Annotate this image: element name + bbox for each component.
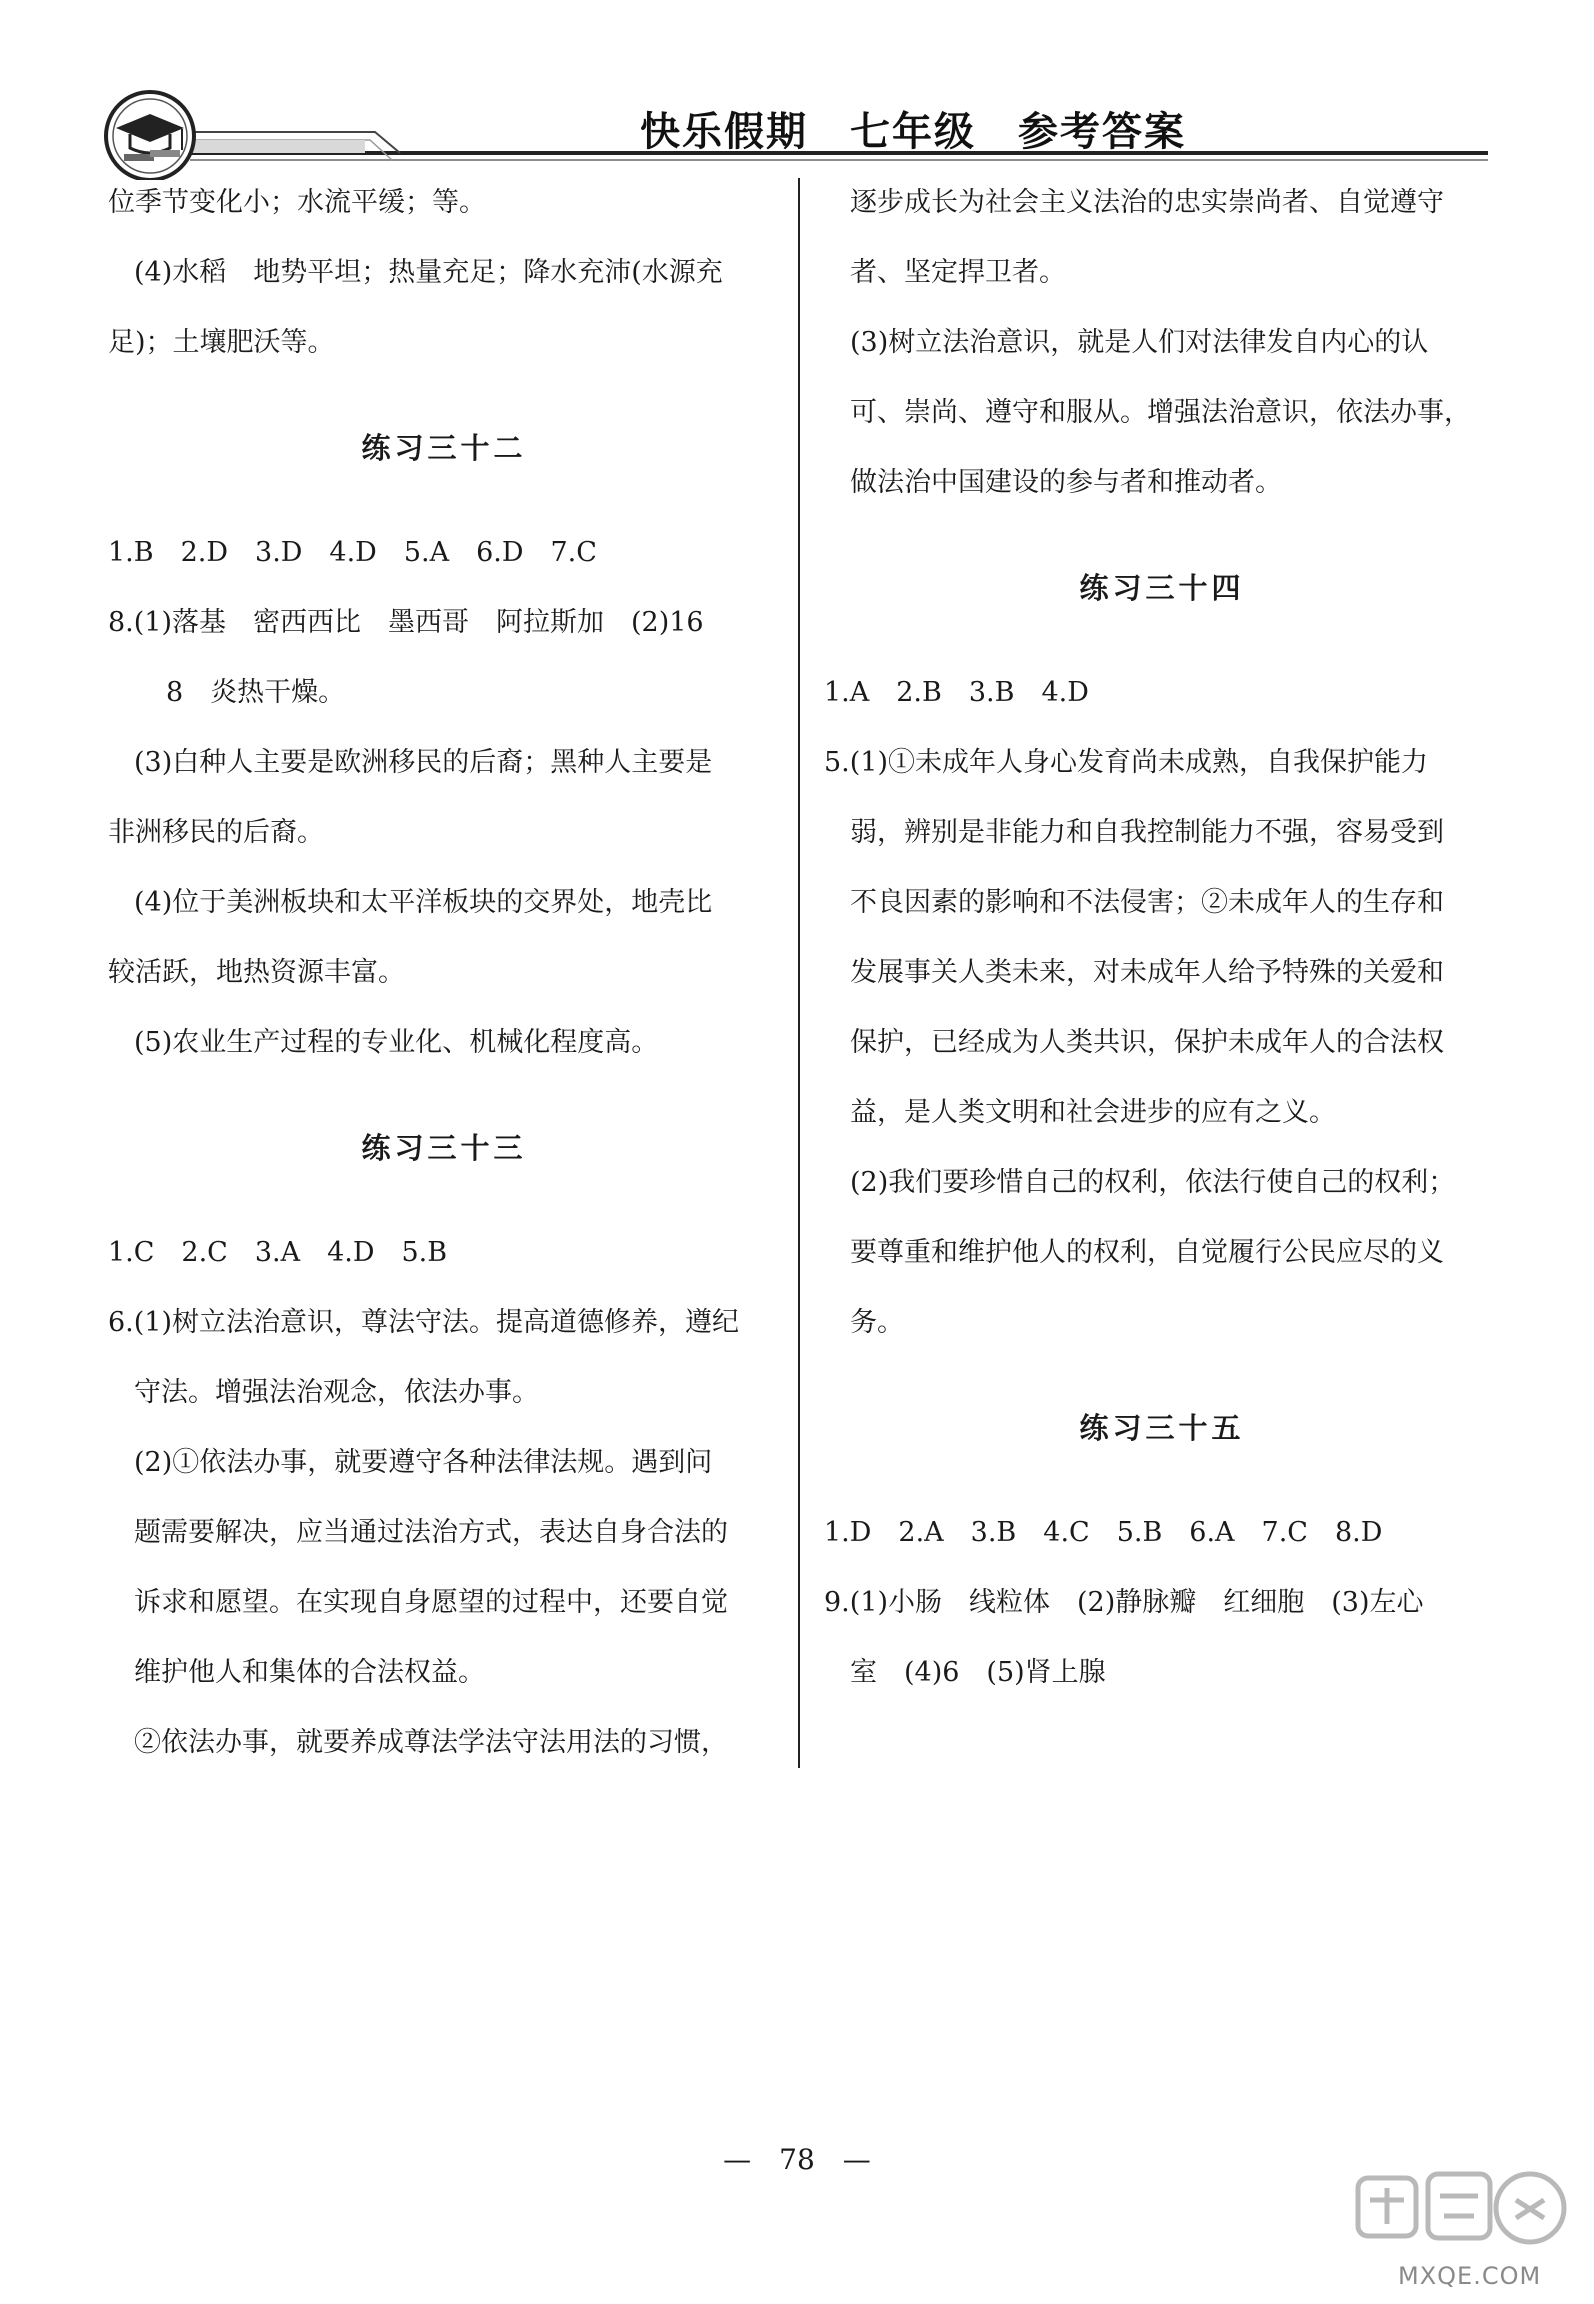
answer-line: 要尊重和维护他人的权利，自觉履行公民应尽的义: [850, 1237, 1444, 1268]
section-title: 练习三十三: [361, 1131, 527, 1165]
answer-line: 8.(1)落基 密西西比 墨西哥 阿拉斯加 (2)16: [108, 607, 704, 638]
answer-line: 诉求和愿望。在实现自身愿望的过程中，还要自觉: [134, 1587, 728, 1618]
page-number: — 78 —: [723, 2143, 871, 2176]
answer-line: 1.B 2.D 3.D 4.D 5.A 6.D 7.C: [108, 537, 597, 568]
answer-line: 维护他人和集体的合法权益。: [134, 1657, 485, 1688]
page-header: [0, 0, 1594, 180]
answer-line: 位季节变化小；水流平缓；等。: [108, 187, 486, 218]
answer-line: 6.(1)树立法治意识，尊法守法。提高道德修养，遵纪: [108, 1307, 740, 1338]
answer-line: 逐步成长为社会主义法治的忠实崇尚者、自觉遵守: [850, 187, 1444, 218]
answer-line: 发展事关人类未来，对未成年人给予特殊的关爱和: [850, 957, 1444, 988]
answer-line: 较活跃，地热资源丰富。: [108, 957, 405, 988]
column-divider: [798, 178, 800, 1768]
watermark-text: MXQE.COM: [1398, 2262, 1542, 2290]
answer-line: 非洲移民的后裔。: [108, 817, 324, 848]
answer-line: (3)树立法治意识，就是人们对法律发自内心的认: [850, 327, 1429, 358]
answer-line: 1.D 2.A 3.B 4.C 5.B 6.A 7.C 8.D: [824, 1517, 1383, 1548]
header-title: 快乐假期 七年级 参考答案: [640, 109, 1186, 155]
answer-line: 题需要解决，应当通过法治方式，表达自身合法的: [134, 1517, 728, 1548]
answer-line: 5.(1)①未成年人身心发育尚未成熟，自我保护能力: [824, 747, 1429, 778]
answer-line: 弱，辨别是非能力和自我控制能力不强，容易受到: [850, 817, 1444, 848]
graduation-cap-icon: [106, 92, 194, 180]
section-title: 练习三十四: [1079, 571, 1245, 605]
answer-line: 8 炎热干燥。: [166, 677, 346, 708]
answer-line: 9.(1)小肠 线粒体 (2)静脉瓣 红细胞 (3)左心: [824, 1587, 1424, 1618]
answer-line: 1.A 2.B 3.B 4.D: [824, 677, 1089, 708]
answer-line: 室 (4)6 (5)肾上腺: [850, 1657, 1106, 1688]
answer-line: (4)水稻 地势平坦；热量充足；降水充沛(水源充: [134, 257, 723, 288]
answer-line: 益，是人类文明和社会进步的应有之义。: [850, 1097, 1336, 1128]
answer-line: (2)我们要珍惜自己的权利，依法行使自己的权利；: [850, 1167, 1456, 1198]
answer-line: ②依法办事，就要养成尊法学法守法用法的习惯，: [134, 1727, 728, 1758]
answer-line: 保护，已经成为人类共识，保护未成年人的合法权: [850, 1027, 1444, 1058]
answer-line: (4)位于美洲板块和太平洋板块的交界处，地壳比: [134, 887, 713, 918]
answer-line: 务。: [850, 1307, 904, 1338]
answer-line: 不良因素的影响和不法侵害；②未成年人的生存和: [850, 887, 1444, 918]
answer-line: (3)白种人主要是欧洲移民的后裔；黑种人主要是: [134, 747, 713, 778]
answer-line: 者、坚定捍卫者。: [850, 257, 1066, 288]
answer-line: 守法。增强法治观念，依法办事。: [134, 1377, 539, 1408]
answer-line: (5)农业生产过程的专业化、机械化程度高。: [134, 1027, 659, 1058]
section-title: 练习三十二: [361, 431, 527, 465]
answer-line: 可、崇尚、遵守和服从。增强法治意识，依法办事，: [850, 397, 1471, 428]
answer-line: (2)①依法办事，就要遵守各种法律法规。遇到问: [134, 1447, 713, 1478]
answer-line: 足)；土壤肥沃等。: [108, 327, 335, 358]
right-column: [824, 168, 1500, 1708]
answer-line: 1.C 2.C 3.A 4.D 5.B: [108, 1237, 448, 1268]
answer-line: 做法治中国建设的参与者和推动者。: [850, 467, 1282, 498]
section-title: 练习三十五: [1079, 1411, 1245, 1445]
left-column: [108, 168, 780, 1778]
